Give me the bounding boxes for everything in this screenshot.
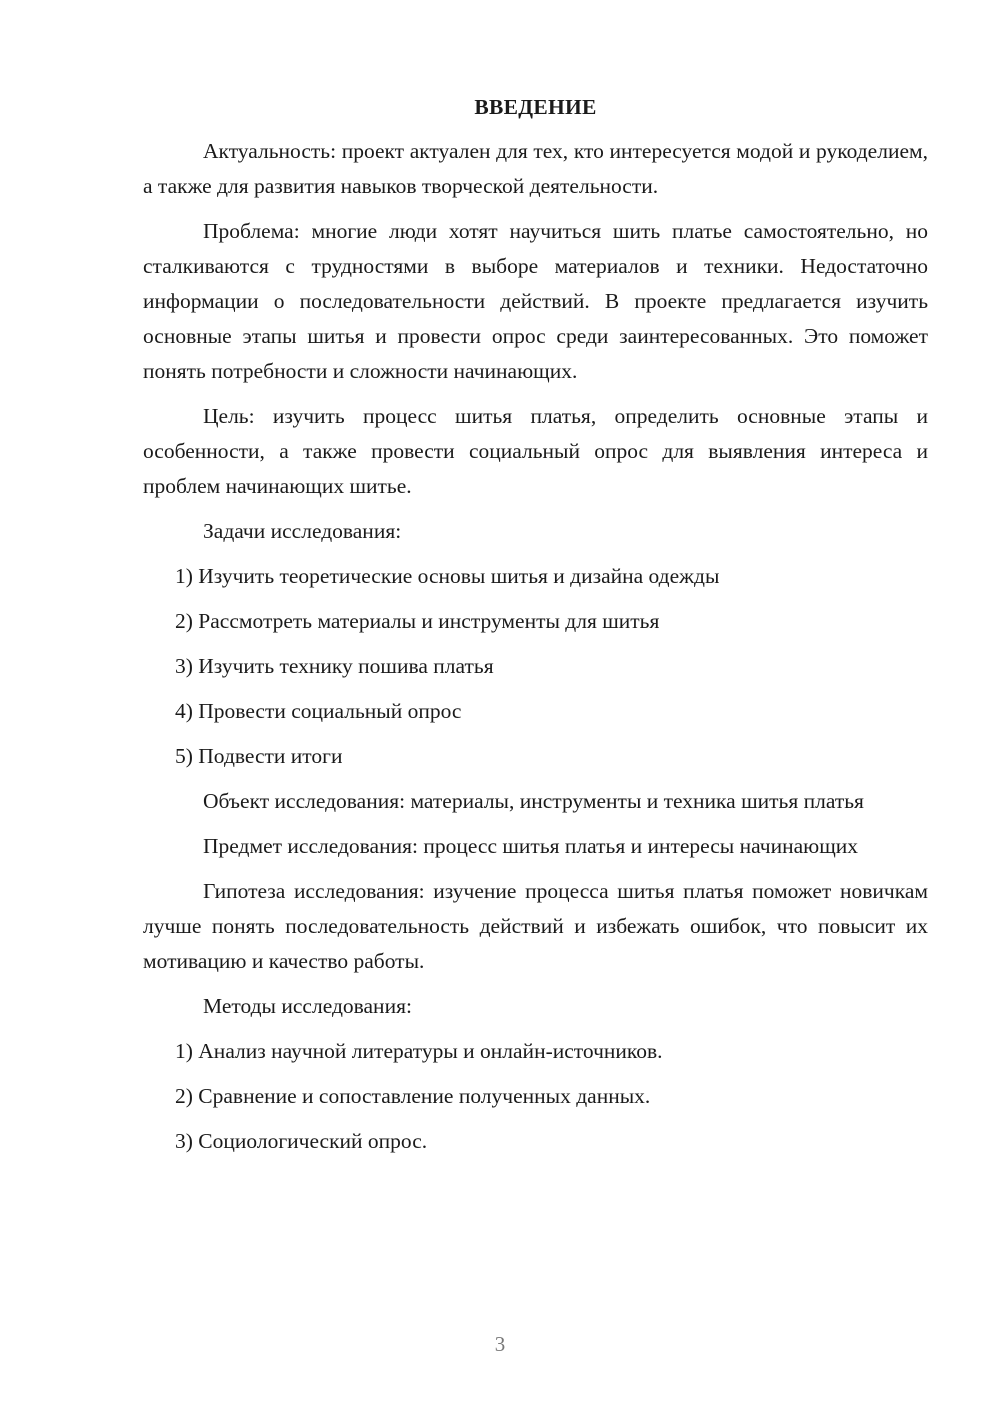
list-item: 3) Социологический опрос. bbox=[175, 1129, 428, 1153]
hypothesis-paragraph: Гипотеза исследования: изучение процесса шитья платья поможет новичкам лучше понять последовательность действий и избежать ошибок, что повысит их мотивацию и качество работы. bbox=[143, 879, 928, 973]
tasks-list bbox=[143, 559, 928, 774]
section-title: ВВЕДЕНИЕ bbox=[474, 95, 597, 119]
list-item: 3) Изучить технику пошива платья bbox=[175, 654, 494, 678]
list-item: 2) Рассмотреть материалы и инструменты для шитья bbox=[175, 609, 660, 633]
methods-heading: Методы исследования: bbox=[203, 994, 412, 1018]
methods-list bbox=[143, 1034, 928, 1159]
object-paragraph: Объект исследования: материалы, инструменты и техника шитья платья bbox=[203, 789, 864, 813]
subject-paragraph: Предмет исследования: процесс шитья платья и интересы начинающих bbox=[203, 834, 859, 858]
tasks-heading: Задачи исследования: bbox=[203, 519, 402, 543]
list-item: 2) Сравнение и сопоставление полученных данных. bbox=[175, 1084, 651, 1108]
document-page bbox=[143, 90, 928, 1169]
relevance-paragraph: Актуальность: проект актуален для тех, кто интересуется модой и рукоделием, а также для развития навыков творческой деятельности. bbox=[143, 139, 928, 198]
list-item: 1) Изучить теоретические основы шитья и дизайна одежды bbox=[175, 564, 720, 588]
problem-paragraph: Проблема: многие люди хотят научиться шить платье самостоятельно, но сталкиваются с трудностями в выборе материалов и техники. Недостаточно информации о последовательности действий. В проекте предлагается изучить основные этапы шитья и провести опрос среди заинтересованных. Это поможет понять потребности и сложности начинающих. bbox=[143, 219, 928, 383]
list-item: 4) Провести социальный опрос bbox=[175, 699, 462, 723]
list-item: 1) Анализ научной литературы и онлайн-источников. bbox=[175, 1039, 663, 1063]
page-number: 3 bbox=[494, 1332, 506, 1356]
list-item: 5) Подвести итоги bbox=[175, 744, 343, 768]
goal-paragraph: Цель: изучить процесс шитья платья, определить основные этапы и особенности, а также провести социальный опрос для выявления интереса и проблем начинающих шитье. bbox=[143, 404, 928, 498]
